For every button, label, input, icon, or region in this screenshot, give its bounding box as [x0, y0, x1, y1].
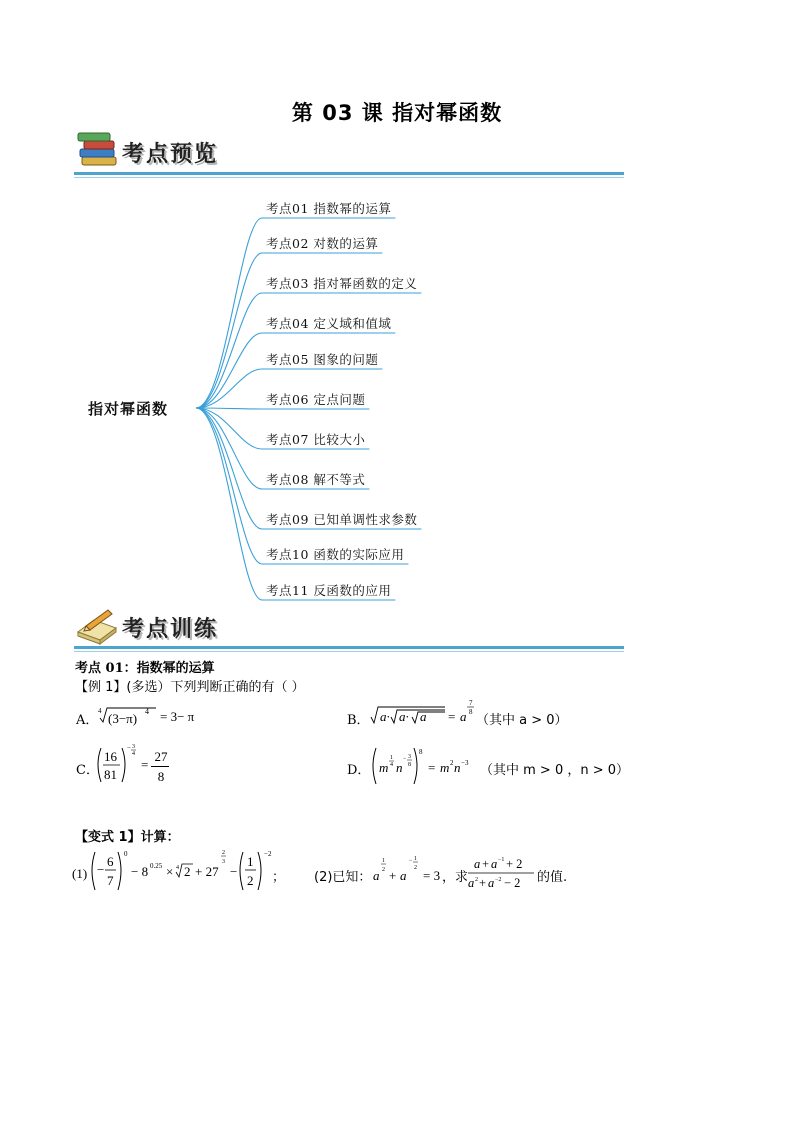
option-b-formula [370, 697, 480, 729]
svg-text:n: n [454, 760, 461, 775]
svg-text:6: 6 [107, 854, 114, 869]
svg-text:0.25: 0.25 [150, 862, 163, 870]
svg-text:a: a [460, 709, 467, 724]
svg-text:4: 4 [145, 707, 149, 716]
svg-text:2: 2 [184, 864, 191, 879]
svg-text:−: − [230, 864, 238, 879]
variant-part2-fraction [466, 852, 538, 892]
mindmap-node: 考点01 指数幂的运算 [266, 201, 392, 216]
option-b-note: （其中 a > 0） [476, 713, 568, 728]
variant-part1-prefix: (1) [72, 866, 88, 881]
svg-text:a: a [373, 868, 380, 883]
svg-text:a: a [491, 857, 498, 871]
svg-text:8: 8 [419, 748, 423, 756]
svg-text:2: 2 [414, 865, 417, 871]
svg-text:1: 1 [247, 854, 254, 869]
svg-text:m: m [379, 760, 389, 775]
section-divider-thin [74, 651, 624, 652]
svg-text:− 2: − 2 [504, 876, 521, 890]
svg-text:×: × [166, 864, 174, 879]
example-stem: 【例 1】(多选）下列判断正确的有（ ） [75, 680, 305, 695]
fraction-bar [151, 766, 169, 767]
svg-text:8: 8 [469, 708, 473, 716]
svg-text:m: m [440, 760, 450, 775]
svg-text:−2: −2 [264, 850, 272, 858]
svg-text:+: + [479, 876, 487, 890]
notebook-pencil-icon [74, 606, 120, 646]
svg-text:+: + [389, 868, 397, 883]
mindmap-node: 考点08 解不等式 [266, 472, 366, 487]
svg-text:= 3: = 3 [423, 868, 441, 883]
svg-text:2: 2 [382, 867, 385, 873]
mindmap-node: 考点03 指对幂函数的定义 [266, 276, 418, 291]
variant-part2-prefix: (2)已知： [314, 870, 372, 885]
svg-text:3: 3 [222, 859, 225, 865]
option-c-denominator: 8 [157, 769, 165, 784]
svg-text:4: 4 [98, 707, 102, 715]
variant-label: 【变式 1】计算： [75, 830, 180, 845]
svg-text:(3−π): (3−π) [108, 711, 138, 726]
svg-text:−: − [409, 858, 413, 864]
variant-part2-mid: ，求 [442, 870, 469, 885]
svg-text:+ 27: + 27 [195, 864, 219, 879]
svg-text:8: 8 [408, 762, 411, 768]
variant-part1-formula [90, 846, 290, 896]
svg-text:a·: a· [399, 709, 409, 724]
svg-text:7: 7 [107, 873, 114, 888]
svg-text:4: 4 [176, 865, 179, 871]
svg-text:1: 1 [390, 755, 393, 761]
svg-text:4: 4 [390, 762, 393, 768]
svg-text:a: a [400, 868, 407, 883]
mindmap-node: 考点04 定义域和值域 [266, 316, 392, 331]
svg-text:2: 2 [222, 850, 225, 856]
mindmap-node: 考点09 已知单调性求参数 [266, 512, 418, 527]
section-divider [74, 646, 624, 649]
option-a-letter: A． [76, 713, 99, 728]
svg-text:− 8: − 8 [131, 864, 149, 879]
svg-text:16: 16 [104, 749, 117, 764]
svg-text:2: 2 [450, 759, 454, 767]
mindmap-branch [196, 408, 369, 409]
svg-text:81: 81 [104, 767, 117, 782]
svg-text:a: a [420, 709, 427, 724]
svg-text:7: 7 [469, 699, 473, 707]
topic-label: 考点 01：指数幂的运算 [75, 661, 215, 676]
mindmap-node: 考点02 对数的运算 [266, 236, 379, 251]
svg-text:a: a [488, 876, 495, 890]
mindmap-node: 考点05 图象的问题 [266, 352, 379, 367]
option-c-numerator: 27 [154, 749, 168, 764]
option-d-formula [370, 744, 480, 788]
svg-text:−3: −3 [461, 759, 469, 767]
svg-text:−: − [403, 756, 407, 762]
mindmap-root: 指对幂函数 [88, 400, 169, 418]
mindmap-node: 考点06 定点问题 [266, 392, 366, 407]
svg-text:1: 1 [414, 856, 417, 862]
variant-part2-given [373, 852, 449, 888]
svg-text:−: − [97, 862, 105, 877]
svg-text:a·: a· [380, 709, 390, 724]
option-d-letter: D． [347, 763, 371, 778]
option-a-rhs: = 3− π [160, 709, 195, 724]
option-c-letter: C． [76, 763, 99, 778]
option-d-note: （其中 m > 0 ，n > 0） [480, 763, 630, 778]
semicolon: ； [272, 869, 286, 884]
svg-text:−2: −2 [495, 877, 502, 883]
svg-text:=: = [448, 709, 456, 724]
mindmap-node: 考点11 反函数的应用 [266, 583, 392, 598]
section-heading-preview: 考点预览 [122, 142, 219, 167]
page-title: 第 03 课 指对幂函数 [291, 101, 503, 125]
svg-text:0: 0 [124, 850, 128, 858]
svg-text:1: 1 [382, 858, 385, 864]
svg-text:−: − [127, 744, 131, 752]
svg-text:3: 3 [408, 754, 411, 760]
svg-text:2: 2 [247, 873, 254, 888]
option-c-formula [95, 742, 155, 788]
section-heading-training: 考点训练 [122, 617, 219, 642]
variant-part2-suffix: 的值. [537, 870, 568, 885]
svg-text:+ 2: + 2 [506, 857, 523, 871]
svg-text:n: n [396, 760, 403, 775]
svg-text:a: a [474, 857, 481, 871]
svg-text:4: 4 [132, 751, 135, 757]
svg-text:2: 2 [475, 877, 478, 883]
option-b-letter: B． [347, 713, 370, 728]
svg-text:3: 3 [132, 744, 135, 750]
svg-text:−1: −1 [498, 857, 505, 863]
svg-text:a: a [468, 876, 475, 890]
mindmap-node: 考点10 函数的实际应用 [266, 547, 405, 562]
svg-text:=: = [141, 757, 149, 772]
svg-text:+: + [482, 857, 490, 871]
svg-text:=: = [428, 760, 436, 775]
mindmap-node: 考点07 比较大小 [266, 432, 366, 447]
section-header-training [74, 606, 294, 650]
